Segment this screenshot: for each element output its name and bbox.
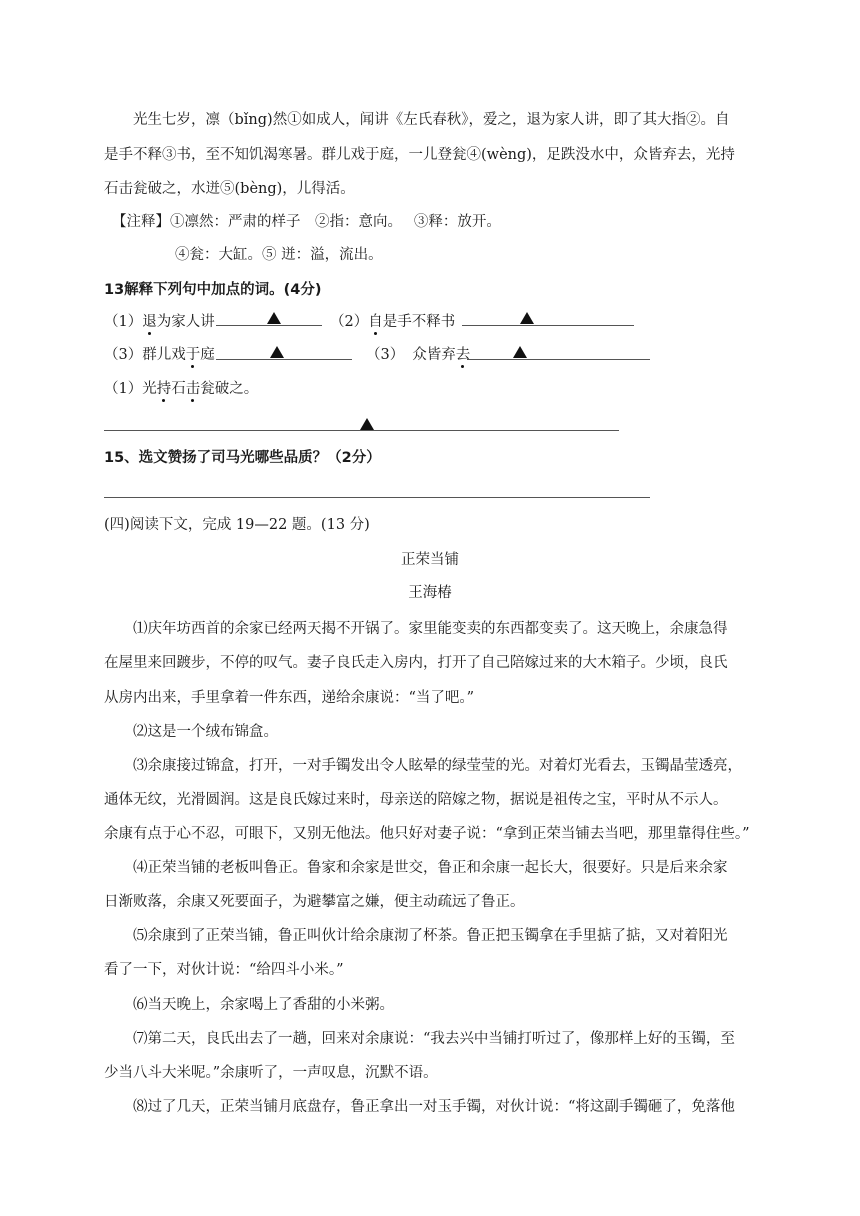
answer-line-1[interactable] bbox=[216, 325, 322, 326]
q13-item-5-pre: 光 bbox=[142, 381, 157, 397]
triangle-icon bbox=[513, 346, 527, 358]
triangle-icon bbox=[360, 418, 374, 430]
answer-line-6[interactable] bbox=[104, 497, 650, 498]
story-paragraph-4-line-1: ⑷正荣当铺的老板叫鲁正。鲁家和余家是世交，鲁正和余康一起长大，很要好。只是后来余家 bbox=[133, 860, 728, 876]
story-paragraph-7-line-1: ⑺第二天，良氏出去了一趟，回来对余康说：“我去兴中当铺打听过了，像那样上好的玉镯，至 bbox=[133, 1031, 735, 1047]
story-author: 王海椿 bbox=[408, 585, 452, 601]
q13-item-4-dotted-word: 去 bbox=[455, 347, 471, 363]
q13-item-1-rest: 为家人讲 bbox=[156, 314, 215, 330]
answer-line-2[interactable] bbox=[462, 325, 634, 326]
triangle-icon bbox=[267, 312, 281, 324]
q13-item-2 bbox=[330, 312, 455, 332]
answer-line-3[interactable] bbox=[216, 359, 352, 360]
story-paragraph-1-line-3: 从房内出来，手里拿着一件东西，递给余康说：“当了吧。” bbox=[104, 690, 475, 706]
q13-item-1 bbox=[104, 312, 215, 332]
classical-line-1: 光生七岁，凛（bǐng)然①如成人，闻讲《左氏春秋》，爱之，退为家人讲，即了其大指②。自 bbox=[133, 112, 730, 128]
classical-line-3: 石击瓮破之，水迸⑤(bèng)，儿得活。 bbox=[104, 181, 355, 197]
story-paragraph-1-line-1: ⑴庆年坊西首的余家已经两天揭不开锅了。家里能变卖的东西都变卖了。这天晚上，余康急得 bbox=[133, 621, 728, 637]
q13-item-5-post: 瓮破之。 bbox=[200, 381, 259, 397]
q13-item-3-number: （3） bbox=[104, 347, 143, 363]
story-paragraph-8-line-1: ⑻过了几天，正荣当铺月底盘存，鲁正拿出一对玉手镯，对伙计说：“将这副手镯砸了，免落他 bbox=[133, 1099, 735, 1115]
classical-line-2: 是手不释③书，至不知饥渴寒暑。群儿戏于庭，一儿登瓮④(wèng)，足跌没水中，众皆弃去，光持 bbox=[104, 147, 735, 163]
q13-item-3-pre: 群儿戏 bbox=[142, 347, 186, 363]
q13-item-4-number: （3） bbox=[366, 347, 405, 363]
section-4-intro: (四)阅读下文，完成 19—22 题。(13 分) bbox=[104, 517, 370, 533]
story-paragraph-1-line-2: 在屋里来回踱步，不停的叹气。妻子良氏走入房内，打开了自己陪嫁过来的大木箱子。少顷，良氏 bbox=[104, 655, 728, 671]
q13-item-5-dotted-word-2: 击 bbox=[185, 381, 201, 397]
story-paragraph-5-line-2: 看了一下，对伙计说：“给四斗小米。” bbox=[104, 962, 344, 978]
story-paragraph-3-line-2: 通体无纹，光滑圆润。这是良氏嫁过来时，母亲送的陪嫁之物，据说是祖传之宝，平时从不示人。 bbox=[104, 792, 728, 808]
q13-item-5-dotted-word-1: 持 bbox=[156, 381, 172, 397]
q13-item-3-dotted-word: 于 bbox=[185, 347, 201, 363]
q13-item-3 bbox=[104, 345, 215, 365]
answer-line-5[interactable] bbox=[104, 430, 619, 431]
q13-item-4-pre: 众皆弃 bbox=[412, 347, 456, 363]
q13-item-5-mid: 石 bbox=[171, 381, 186, 397]
q13-item-2-number: （2） bbox=[330, 314, 369, 330]
question-13-title: 13解释下列句中加点的词。(4分) bbox=[104, 282, 322, 298]
story-paragraph-6: ⑹当天晚上，余家喝上了香甜的小米粥。 bbox=[133, 997, 394, 1013]
story-title: 正荣当铺 bbox=[401, 552, 459, 568]
triangle-icon bbox=[520, 312, 534, 324]
q13-item-5 bbox=[104, 379, 258, 399]
q13-item-2-dotted-word: 自 bbox=[368, 314, 383, 330]
annotation-line-1: 【注释】①凛然：严肃的样子 ②指：意向。 ③释：放开。 bbox=[112, 214, 501, 230]
story-paragraph-7-line-2: 少当八斗大米呢。”余康听了，一声叹息，沉默不语。 bbox=[104, 1065, 438, 1081]
annotation-line-2: ④瓮：大缸。⑤ 迸：溢，流出。 bbox=[175, 247, 383, 263]
question-15-title: 15、选文赞扬了司马光哪些品质？（2分） bbox=[104, 450, 381, 466]
story-paragraph-2: ⑵这是一个绒布锦盒。 bbox=[133, 724, 278, 740]
story-paragraph-5-line-1: ⑸余康到了正荣当铺，鲁正叫伙计给余康沏了杯茶。鲁正把玉镯拿在手里掂了掂，又对着阳光 bbox=[133, 928, 728, 944]
answer-line-4[interactable] bbox=[467, 359, 650, 360]
q13-item-1-number: （1） bbox=[104, 314, 143, 330]
q13-item-2-rest: 是手不释书 bbox=[382, 314, 456, 330]
story-paragraph-4-line-2: 日渐败落，余康又死要面子，为避攀富之嫌，便主动疏远了鲁正。 bbox=[104, 894, 525, 910]
q13-item-5-number: （1） bbox=[104, 381, 143, 397]
q13-item-4 bbox=[366, 345, 470, 365]
story-paragraph-3-line-1: ⑶余康接过锦盒，打开，一对手镯发出令人眩晕的绿莹莹的光。对着灯光看去，玉镯晶莹透亮， bbox=[133, 758, 742, 774]
story-paragraph-3-line-3: 余康有点于心不忍，可眼下，又别无他法。他只好对妻子说：“拿到正荣当铺去当吧，那里靠得住些。” bbox=[104, 826, 750, 842]
triangle-icon bbox=[270, 346, 284, 358]
q13-item-3-post: 庭 bbox=[200, 347, 215, 363]
q13-item-1-dotted-word: 退 bbox=[142, 314, 157, 330]
